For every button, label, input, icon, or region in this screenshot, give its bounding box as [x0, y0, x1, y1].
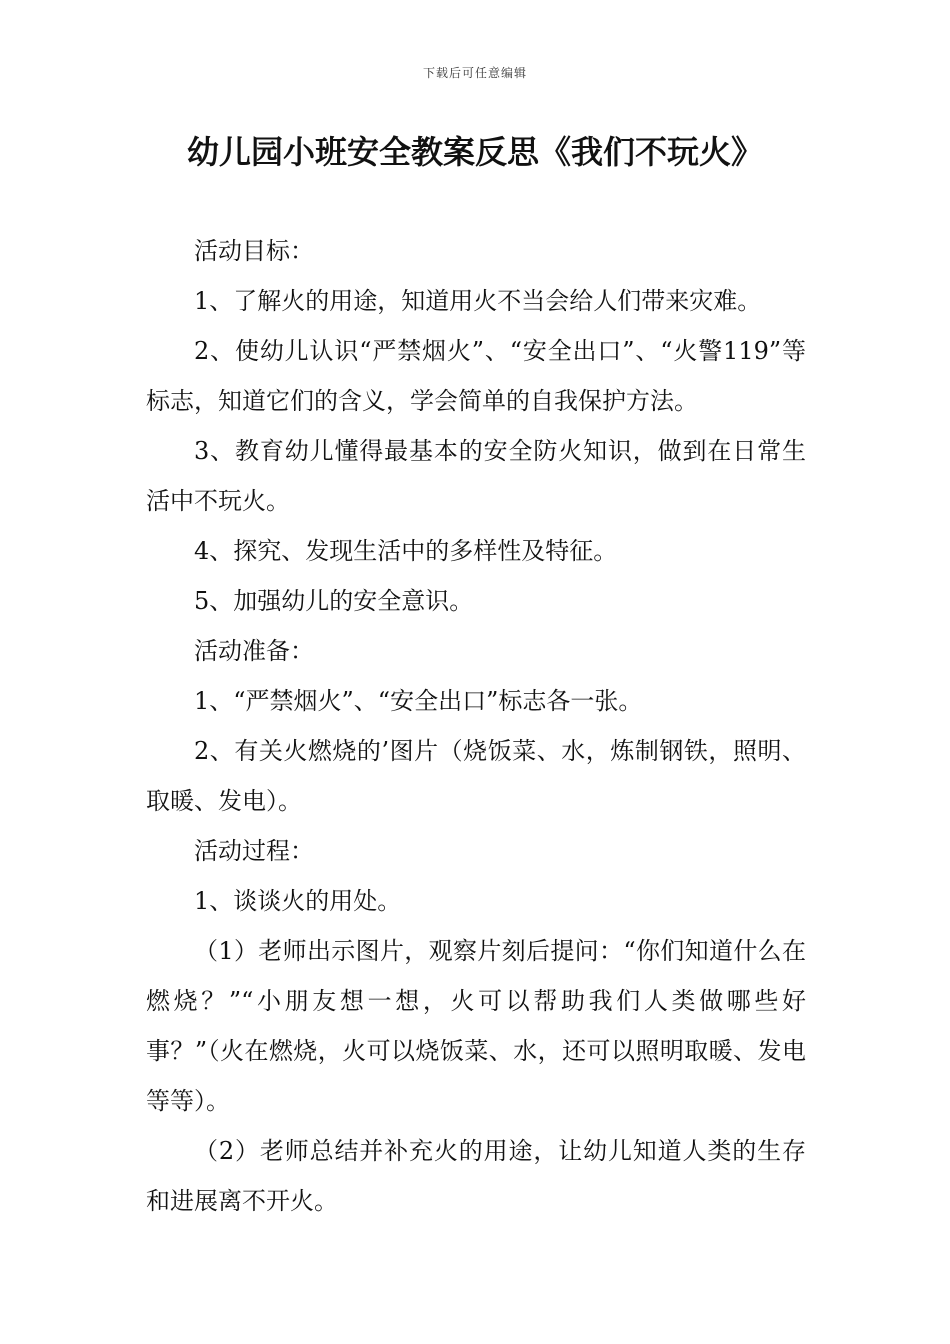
- preparation-item-2: 2、有关火燃烧的’图片（烧饭菜、水，炼制钢铁，照明、取暖、发电）。: [146, 737, 806, 815]
- goal-item-1: 1、了解火的用途，知道用火不当会给人们带来灾难。: [194, 287, 762, 315]
- document-title: 幼儿园小班安全教案反思《我们不玩火》: [186, 133, 763, 171]
- section-heading-preparation: 活动准备：: [194, 637, 314, 665]
- preparation-item-1: 1、“严禁烟火”、“安全出口”标志各一张。: [194, 687, 643, 715]
- goal-item-5: 5、加强幼儿的安全意识。: [194, 587, 474, 615]
- header-note: 下载后可任意编辑: [422, 66, 527, 80]
- process-substep-2: （2）老师总结并补充火的用途，让幼儿知道人类的生存和进展离不开火。: [146, 1137, 806, 1215]
- goal-item-4: 4、探究、发现生活中的多样性及特征。: [194, 537, 618, 565]
- process-substep-1: （1）老师出示图片，观察片刻后提问：“你们知道什么在燃烧？”“小朋友想一想，火可以帮助我们人类做哪些好事？”（火在燃烧，火可以烧饭菜、水，还可以照明取暖、发电等等）。: [146, 937, 806, 1115]
- section-heading-goals: 活动目标：: [194, 237, 314, 265]
- goal-item-2: 2、使幼儿认识“严禁烟火”、“安全出口”、“火警119”等标志，知道它们的含义，学会简单的自我保护方法。: [146, 337, 806, 415]
- goal-item-3: 3、教育幼儿懂得最基本的安全防火知识，做到在日常生活中不玩火。: [146, 437, 806, 515]
- process-step-1: 1、谈谈火的用处。: [194, 887, 402, 915]
- document-body: [146, 226, 806, 1226]
- section-heading-process: 活动过程：: [194, 837, 314, 865]
